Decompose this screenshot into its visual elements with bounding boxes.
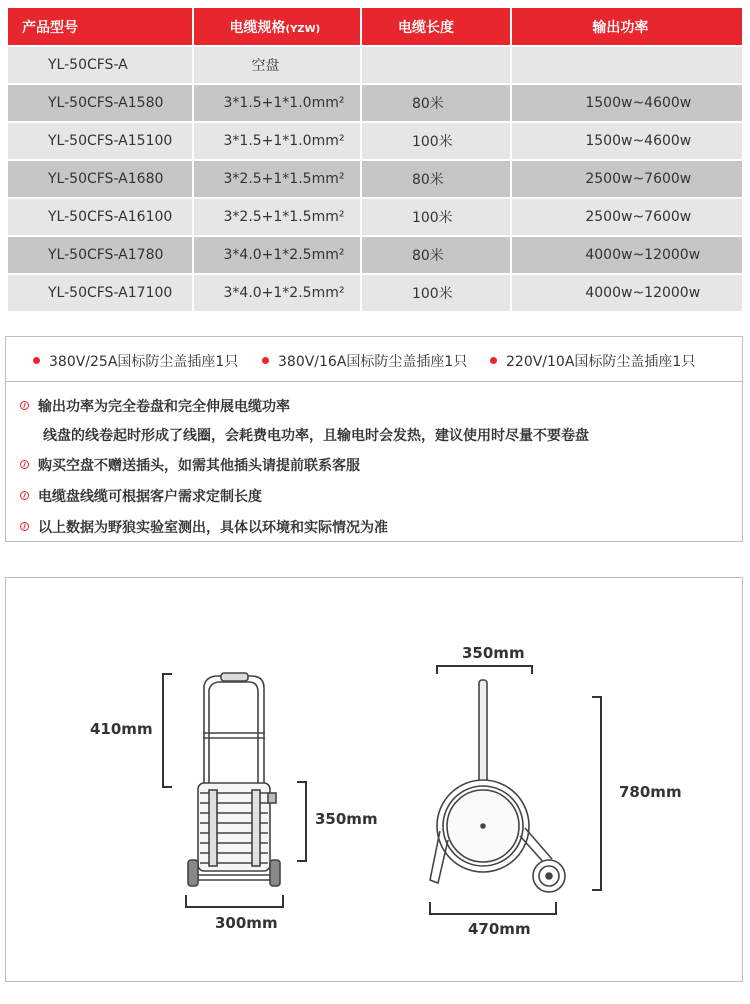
cell-model: YL-50CFS-A15100 <box>8 123 192 159</box>
cell-spec: 3*1.5+1*1.0mm² <box>194 85 360 121</box>
bracket-reel-depth <box>437 666 532 674</box>
warning-circle-icon <box>20 460 29 469</box>
cell-power: 1500w~4600w <box>512 123 742 159</box>
cell-spec: 3*4.0+1*2.5mm² <box>194 275 360 311</box>
cell-power: 2500w~7600w <box>512 161 742 197</box>
cell-power <box>512 47 742 83</box>
cell-length: 80米 <box>362 85 510 121</box>
header-spec-suffix: (YZW) <box>285 23 321 35</box>
cell-spec: 3*2.5+1*1.5mm² <box>194 161 360 197</box>
warning-circle-icon <box>20 522 29 531</box>
cell-model: YL-50CFS-A17100 <box>8 275 192 311</box>
table-row <box>8 47 742 83</box>
cell-length: 80米 <box>362 161 510 197</box>
spec-table <box>6 6 744 313</box>
reel-trolley-front-icon <box>188 673 280 886</box>
header-spec-label: 电缆规格 <box>229 19 286 36</box>
header-model: 产品型号 <box>8 8 192 45</box>
cell-model: YL-50CFS-A1680 <box>8 161 192 197</box>
reel-trolley-side-icon <box>430 680 565 892</box>
bracket-total-height <box>592 697 601 890</box>
red-dot-icon <box>33 357 40 364</box>
red-dot-icon <box>262 357 269 364</box>
table-row <box>8 123 742 159</box>
cell-model: YL-50CFS-A16100 <box>8 199 192 235</box>
table-row <box>8 237 742 273</box>
cell-length: 80米 <box>362 237 510 273</box>
bracket-total-width <box>430 902 556 914</box>
cell-spec: 空盘 <box>194 47 360 83</box>
label-total-width: 470mm <box>468 920 531 938</box>
cell-length <box>362 47 510 83</box>
red-dot-icon <box>490 357 497 364</box>
header-power: 输出功率 <box>512 8 742 45</box>
cell-spec: 3*2.5+1*1.5mm² <box>194 199 360 235</box>
dimension-drawing <box>5 577 743 982</box>
cell-model: YL-50CFS-A1580 <box>8 85 192 121</box>
cell-length: 100米 <box>362 123 510 159</box>
table-header-row <box>8 8 742 45</box>
label-reel-height: 350mm <box>315 810 378 828</box>
socket-item <box>490 351 695 371</box>
table-row <box>8 85 742 121</box>
cell-power: 4000w~12000w <box>512 237 742 273</box>
label-reel-depth: 350mm <box>462 644 525 662</box>
cell-power: 2500w~7600w <box>512 199 742 235</box>
warning-circle-icon <box>20 401 29 410</box>
note-text: 购买空盘不赠送插头，如需其他插头请提前联系客服 <box>38 458 360 474</box>
note-item <box>20 455 360 475</box>
cell-power: 4000w~12000w <box>512 275 742 311</box>
note-text: 以上数据为野狼实验室测出，具体以环境和实际情况为准 <box>38 520 388 536</box>
cell-spec: 3*4.0+1*2.5mm² <box>194 237 360 273</box>
cell-model: YL-50CFS-A1780 <box>8 237 192 273</box>
note-item <box>20 396 290 416</box>
socket-item <box>262 351 467 371</box>
bracket-reel-height <box>297 782 306 861</box>
label-total-height: 780mm <box>619 783 682 801</box>
cell-length: 100米 <box>362 275 510 311</box>
label-handle-height: 410mm <box>90 720 153 738</box>
socket-label: 380V/25A国标防尘盖插座1只 <box>49 354 239 370</box>
header-spec <box>194 8 360 45</box>
table-row <box>8 161 742 197</box>
label-base-width: 300mm <box>215 914 278 932</box>
note-item <box>20 517 388 537</box>
socket-label: 380V/16A国标防尘盖插座1只 <box>278 354 468 370</box>
cell-power: 1500w~4600w <box>512 85 742 121</box>
warning-circle-icon <box>20 491 29 500</box>
socket-list <box>6 337 742 382</box>
note-text: 输出功率为完全卷盘和完全伸展电缆功率 <box>38 399 290 415</box>
dimension-svg <box>6 578 742 981</box>
table-row <box>8 199 742 235</box>
cell-spec: 3*1.5+1*1.0mm² <box>194 123 360 159</box>
cell-length: 100米 <box>362 199 510 235</box>
socket-label: 220V/10A国标防尘盖插座1只 <box>506 354 696 370</box>
note-continuation: 线盘的线卷起时形成了线圈，会耗费电功率，且输电时会发热，建议使用时尽量不要卷盘 <box>43 428 589 444</box>
note-item <box>20 486 262 506</box>
bracket-handle-height <box>163 674 172 787</box>
info-box <box>5 336 743 542</box>
note-text: 电缆盘线缆可根据客户需求定制长度 <box>38 489 262 505</box>
bracket-base-width <box>186 895 283 907</box>
table-row <box>8 275 742 311</box>
header-length: 电缆长度 <box>362 8 510 45</box>
cell-model: YL-50CFS-A <box>8 47 192 83</box>
socket-item <box>33 351 238 371</box>
